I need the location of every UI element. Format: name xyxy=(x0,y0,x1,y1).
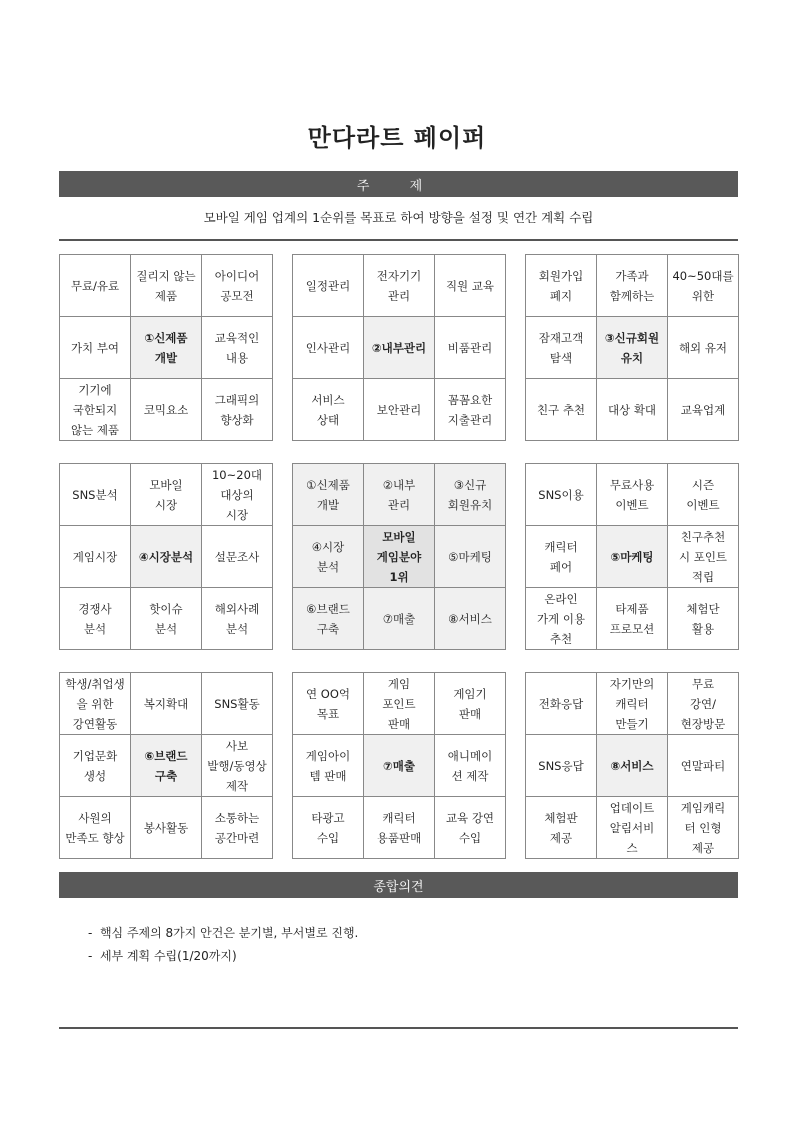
note-item: - 핵심 주제의 8가지 안건은 분기별, 부서별로 진행. xyxy=(88,926,359,940)
grid-cell: 보안관리 xyxy=(364,379,435,441)
grid-cell: 10~20대 대상의 시장 xyxy=(202,464,273,526)
grid-cell: 잠재고객 탐색 xyxy=(526,317,597,379)
grid-cell: 일정관리 xyxy=(293,255,364,317)
grid-cell: 게임기 판매 xyxy=(435,673,506,735)
grid-cell: 아이디어 공모전 xyxy=(202,255,273,317)
grid-cell: 학생/취업생 을 위한 강연활동 xyxy=(60,673,131,735)
grid-cell: 인사관리 xyxy=(293,317,364,379)
grid-cell: 연 OO억 목표 xyxy=(293,673,364,735)
mandalart-grid xyxy=(525,463,739,650)
summary-notes xyxy=(88,922,358,968)
grid-cell: 친구 추천 xyxy=(526,379,597,441)
grid-cell: 대상 확대 xyxy=(597,379,668,441)
note-item: - 세부 계획 수립(1/20까지) xyxy=(88,949,237,963)
grid-cell: ①신제품 개발 xyxy=(293,464,364,526)
grid-cell: 기기에 국한되지 않는 제품 xyxy=(60,379,131,441)
grid-cell: 가치 부여 xyxy=(60,317,131,379)
grid-cell: ⑦매출 xyxy=(364,588,435,650)
grid-center-cell: ⑥브랜드 구축 xyxy=(131,735,202,797)
grid-cell: 친구추천 시 포인트 적립 xyxy=(668,526,739,588)
grid-cell: 캐릭터 용품판매 xyxy=(364,797,435,859)
grid-cell: 소통하는 공간마련 xyxy=(202,797,273,859)
grid-cell: 무료사용 이벤트 xyxy=(597,464,668,526)
grid-cell: 해외 유저 xyxy=(668,317,739,379)
grid-cell: 모바일 시장 xyxy=(131,464,202,526)
grid-cell: 기업문화 생성 xyxy=(60,735,131,797)
grid-cell: 게임 포인트 판매 xyxy=(364,673,435,735)
grid-cell: 직원 교육 xyxy=(435,255,506,317)
grid-cell: 게임캐릭 터 인형 제공 xyxy=(668,797,739,859)
grid-cell: 전자기기 관리 xyxy=(364,255,435,317)
grid-cell: 체험판 제공 xyxy=(526,797,597,859)
grid-center-cell: ③신규회원 유치 xyxy=(597,317,668,379)
grid-cell: ②내부 관리 xyxy=(364,464,435,526)
grid-cell: 코믹요소 xyxy=(131,379,202,441)
grid-cell: SNS분석 xyxy=(60,464,131,526)
mandalart-grid xyxy=(59,463,273,650)
grid-cell: 게임아이 템 판매 xyxy=(293,735,364,797)
grid-cell: ③신규 회원유치 xyxy=(435,464,506,526)
grid-center-cell: ⑤마케팅 xyxy=(597,526,668,588)
grid-cell: 연말파티 xyxy=(668,735,739,797)
grid-center-cell: ④시장분석 xyxy=(131,526,202,588)
grid-cell: 업데이트 알림서비 스 xyxy=(597,797,668,859)
grid-cell: 게임시장 xyxy=(60,526,131,588)
grid-cell: 핫이슈 분석 xyxy=(131,588,202,650)
grid-cell: 질리지 않는 제품 xyxy=(131,255,202,317)
grid-cell: 서비스 상태 xyxy=(293,379,364,441)
summary-header: 종합의견 xyxy=(59,872,738,898)
grid-center-cell: ②내부관리 xyxy=(364,317,435,379)
mandalart-grid xyxy=(59,254,273,441)
mandalart-grid xyxy=(292,463,506,650)
grid-cell: 전화응답 xyxy=(526,673,597,735)
divider xyxy=(59,1027,738,1029)
grid-cell: 경쟁사 분석 xyxy=(60,588,131,650)
mandalart-grid xyxy=(525,254,739,441)
grid-cell: 꼼꼼요한 지출관리 xyxy=(435,379,506,441)
grid-cell: 사원의 만족도 향상 xyxy=(60,797,131,859)
grid-cell: 사보 발행/동영상 제작 xyxy=(202,735,273,797)
grid-cell: ④시장 분석 xyxy=(293,526,364,588)
grid-cell: SNS활동 xyxy=(202,673,273,735)
grid-cell: 교육적인 내용 xyxy=(202,317,273,379)
grid-cell: 설문조사 xyxy=(202,526,273,588)
grid-cell: 회원가입 폐지 xyxy=(526,255,597,317)
grid-center-cell: ⑦매출 xyxy=(364,735,435,797)
page-title: 만다라트 페이퍼 xyxy=(307,124,487,152)
grid-cell: 복지확대 xyxy=(131,673,202,735)
divider xyxy=(59,239,738,241)
grid-center-cell: 모바일 게임분야 1위 xyxy=(364,526,435,588)
grid-cell: 온라인 가게 이용 추천 xyxy=(526,588,597,650)
grid-cell: 캐릭터 페어 xyxy=(526,526,597,588)
grid-cell: ⑥브랜드 구축 xyxy=(293,588,364,650)
grid-cell: ⑤마케팅 xyxy=(435,526,506,588)
topic-text: 모바일 게임 업계의 1순위를 목표로 하여 방향을 설정 및 연간 계획 수립 xyxy=(203,210,594,225)
grid-cell: 가족과 함께하는 xyxy=(597,255,668,317)
grid-cell: 40~50대를 위한 xyxy=(668,255,739,317)
grid-cell: 봉사활동 xyxy=(131,797,202,859)
grid-center-cell: ⑧서비스 xyxy=(597,735,668,797)
grid-cell: 그래픽의 향상화 xyxy=(202,379,273,441)
grid-center-cell: ①신제품 개발 xyxy=(131,317,202,379)
grid-cell: 자기만의 캐릭터 만들기 xyxy=(597,673,668,735)
grid-cell: 교육 강연 수입 xyxy=(435,797,506,859)
mandalart-grid xyxy=(59,672,273,859)
mandalart-grid xyxy=(525,672,739,859)
grid-cell: 타광고 수입 xyxy=(293,797,364,859)
grid-cell: 비품관리 xyxy=(435,317,506,379)
grid-cell: 시즌 이벤트 xyxy=(668,464,739,526)
grid-cell: SNS이용 xyxy=(526,464,597,526)
grid-cell: 무료/유료 xyxy=(60,255,131,317)
grid-cell: 애니메이 션 제작 xyxy=(435,735,506,797)
grid-cell: 타제품 프로모션 xyxy=(597,588,668,650)
topic-header: 주 제 xyxy=(59,171,738,197)
grid-cell: ⑧서비스 xyxy=(435,588,506,650)
mandalart-grid xyxy=(292,254,506,441)
grid-cell: SNS응답 xyxy=(526,735,597,797)
mandalart-grid xyxy=(292,672,506,859)
grid-cell: 체험단 활용 xyxy=(668,588,739,650)
grid-cell: 교육업계 xyxy=(668,379,739,441)
grid-cell: 무료 강연/ 현장방문 xyxy=(668,673,739,735)
grid-cell: 해외사례 분석 xyxy=(202,588,273,650)
